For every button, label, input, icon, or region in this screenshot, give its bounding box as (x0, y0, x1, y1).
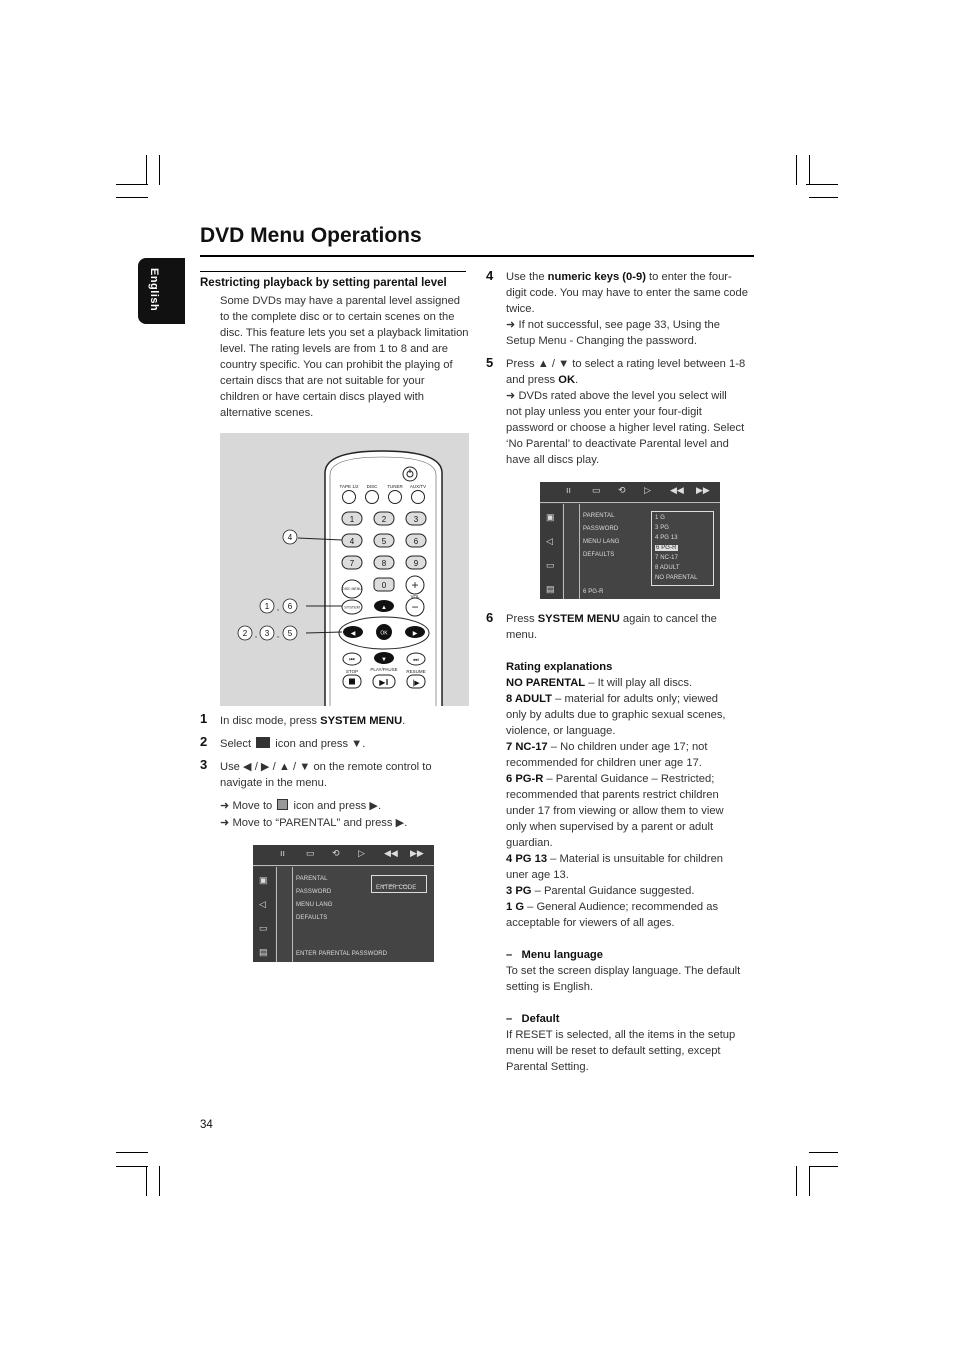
step-text-part: Press (506, 613, 538, 625)
crop-mark (146, 1166, 147, 1196)
menu-item-parental: PARENTAL (296, 876, 328, 882)
rating-option: 1 G (655, 515, 665, 521)
rating-desc: guardian. (506, 837, 553, 849)
settings-icon: ▤ (259, 947, 268, 957)
step-line: menu. (506, 629, 538, 641)
step-text-part: Select (220, 738, 255, 750)
svg-text:▶‖: ▶‖ (379, 678, 389, 687)
remote-number-key: 4 (349, 537, 355, 546)
step-line: Use ◀ / ▶ / ▲ / ▼ on the remote control to (220, 761, 432, 773)
rating-term: 1 G (506, 901, 525, 913)
rating-line (506, 691, 756, 707)
parental-rating-screen (540, 482, 720, 599)
fast-forward-icon: ▶▶ (696, 485, 710, 495)
rating-option: NO PARENTAL (655, 575, 698, 581)
page-title: DVD Menu Operations (200, 224, 422, 247)
rating-option: 4 PG 13 (655, 535, 678, 541)
intro-line: certain discs that are not suitable for your (220, 375, 425, 387)
rating-desc: – Parental Guidance suggested. (531, 885, 695, 897)
step-6-text (506, 611, 756, 643)
remote-number-key: 6 (413, 537, 419, 546)
rating-desc: – It will play all discs. (585, 677, 693, 689)
crop-mark (809, 1166, 838, 1167)
callout-5: 5 (287, 629, 293, 638)
rating-desc: – Parental Guidance – Restricted; (543, 773, 715, 785)
menu-item-defaults: DEFAULTS (583, 552, 615, 558)
step-4-text (506, 269, 756, 349)
rating-desc: – Material is unsuitable for children (547, 853, 724, 865)
step-3-text (220, 759, 432, 791)
svg-text:,: , (254, 630, 258, 639)
step-bold-term: SYSTEM MENU (537, 613, 620, 625)
step-line: not play unless you enter your four-digit (506, 406, 702, 418)
intro-line: disc. This feature lets you set a playback limitation (220, 327, 469, 339)
speech-icon: ▭ (259, 923, 268, 933)
crop-mark (116, 1152, 148, 1153)
svg-text:◀: ◀ (350, 631, 356, 637)
parental-icon: ıı (566, 485, 572, 495)
speech-icon: ▭ (546, 560, 555, 570)
step-number: 4 (486, 268, 494, 283)
play-icon: ▷ (644, 485, 651, 495)
remote-label-playpause: PLAY/PAUSE (370, 667, 398, 672)
default-heading: – Default (506, 1013, 560, 1025)
rating-option: 3 PG (655, 525, 670, 531)
crop-mark (116, 197, 148, 198)
callout-1: 1 (264, 602, 270, 611)
section-line: If RESET is selected, all the items in the setup (506, 1029, 736, 1041)
screen-side-bar (540, 504, 562, 599)
rewind-icon: ◀◀ (670, 485, 684, 495)
crop-mark (146, 155, 147, 185)
section-title: Restricting playback by setting parental level (200, 277, 447, 289)
step-line: ‘No Parental’ to deactivate Parental level and (506, 438, 729, 450)
code-placeholder: _ _ _ _ (382, 877, 408, 886)
remote-label-tuner: TUNER (387, 484, 403, 489)
remote-label-stop: STOP (345, 669, 359, 674)
step-number: 5 (486, 355, 494, 370)
rating-term: 8 ADULT (506, 693, 552, 705)
language-tab-label: English (148, 268, 160, 312)
remote-label-ok: OK (380, 630, 388, 637)
step-bold-term: numeric keys (0-9) (547, 271, 646, 283)
intro-line: to the complete disc or to certain scenes on the (220, 311, 455, 323)
step-bold-term: SYSTEM MENU (320, 715, 403, 727)
callouts (238, 530, 297, 640)
remote-number-key: 8 (381, 559, 387, 568)
rating-option: 8 ADULT (655, 565, 680, 571)
rating-desc: – No children under age 17; not (547, 741, 708, 753)
rating-desc: violence, or language. (506, 725, 616, 737)
screen-footer: 6 PG-R (583, 589, 604, 595)
menu-item-password: PASSWORD (296, 889, 332, 895)
rating-term: 3 PG (506, 885, 532, 897)
rating-option: 7 NC-17 (655, 555, 679, 561)
svg-text:⏮: ⏮ (349, 657, 355, 664)
rating-desc: only when supervised by a parent or adult (506, 821, 714, 833)
screen-footer: ENTER PARENTAL PASSWORD (296, 951, 388, 957)
rating-line (506, 915, 756, 931)
menu-item-parental: PARENTAL (583, 513, 615, 519)
rating-desc: under 17 from viewing or allow them to view (506, 805, 724, 817)
intro-line: country specific. You can prohibit the playing of (220, 359, 453, 371)
page-number: 34 (200, 1119, 213, 1131)
svg-text:|▶: |▶ (412, 680, 420, 687)
step-line: navigate in the menu. (220, 777, 327, 789)
menu-language-section (506, 947, 756, 995)
step-text-part: . (402, 715, 406, 727)
svg-text:▼: ▼ (381, 657, 387, 663)
rating-line (506, 755, 756, 771)
screen-divider (292, 867, 293, 962)
callout-6: 6 (287, 602, 293, 611)
remote-label-tape: TAPE 1/2 (339, 484, 359, 489)
settings-icon: ▤ (546, 584, 555, 594)
crop-mark (809, 155, 810, 185)
rating-line (506, 771, 756, 787)
step-text-part: and press (506, 374, 559, 386)
screen-top-bar (540, 482, 720, 503)
rating-line (506, 883, 756, 899)
rating-line (506, 675, 756, 691)
crop-mark (116, 184, 148, 185)
crop-mark (159, 1166, 160, 1196)
section-divider (200, 271, 466, 272)
angle-icon: ⟲ (618, 485, 626, 495)
svg-text:−: − (411, 600, 419, 614)
step-line: Press ▲ / ▼ to select a rating level between 1-8 (506, 358, 746, 370)
parental-icon (256, 737, 270, 748)
rating-term: 7 NC-17 (506, 741, 548, 753)
callout-4: 4 (287, 533, 293, 542)
svg-text:,: , (276, 630, 280, 639)
enter-code-box (371, 875, 427, 893)
rating-desc: – material for adults only; viewed (552, 693, 719, 705)
rating-desc: uner age 13. (506, 869, 569, 881)
note-text-part: ➜ Move to (220, 800, 276, 812)
step-line: digit code. You may have to enter the same code (506, 287, 748, 299)
step-line: Setup Menu - Changing the password. (506, 335, 697, 347)
rating-desc: only by adults due to graphic sexual scenes, (506, 709, 726, 721)
section-line: menu will be reset to default setting, except (506, 1045, 721, 1057)
step-line: ➜ If not successful, see page 33, Using the (506, 319, 720, 331)
picture-icon: ▣ (259, 875, 268, 885)
remote-label-resume: RESUME (406, 669, 426, 674)
rating-desc: – General Audience; recommended as (524, 901, 719, 913)
default-section (506, 1011, 756, 1075)
rewind-icon: ◀◀ (384, 848, 398, 858)
audio-icon: ◁ (546, 536, 553, 546)
remote-number-key: 9 (413, 559, 419, 568)
svg-text:▲: ▲ (381, 605, 387, 611)
step-text-part: In disc mode, press (220, 715, 321, 727)
step-bold-term: OK (558, 374, 576, 386)
step-number: 6 (486, 610, 494, 625)
svg-text:⏭: ⏭ (413, 657, 419, 664)
arrow-note-2: ➜ Move to “PARENTAL” and press ▶. (220, 817, 408, 829)
enter-code-label: ENTER CODE (376, 885, 417, 891)
play-icon: ▷ (358, 848, 365, 858)
section-line: To set the screen display language. The default (506, 965, 741, 977)
step-1-text (220, 713, 405, 729)
menu-item-defaults: DEFAULTS (296, 915, 328, 921)
screen-divider (276, 867, 277, 962)
remote-number-key: 2 (381, 515, 387, 524)
remote-number-key: 1 (349, 515, 355, 524)
step-text-part: . (575, 374, 579, 386)
remote-number-key: 7 (349, 559, 355, 568)
settings-page-icon (277, 799, 288, 810)
svg-text:▶: ▶ (412, 631, 418, 637)
rating-line (506, 739, 756, 755)
rating-explanations-title: Rating explanations (506, 661, 613, 673)
intro-line: level. The rating levels are from 1 to 8 and are (220, 343, 449, 355)
rating-option-selected: 6 PG-R (656, 545, 677, 551)
step-line (506, 372, 756, 388)
step-line: password or choose a higher level rating. Select (506, 422, 745, 434)
step-5-text (506, 356, 756, 468)
menu-item-menu-lang: MENU LANG (583, 539, 620, 545)
screen-side-bar (253, 867, 275, 962)
screen-divider (563, 504, 564, 599)
intro-line: Some DVDs may have a parental level assigned (220, 295, 461, 307)
fast-forward-icon: ▶▶ (410, 848, 424, 858)
angle-icon: ⟲ (332, 848, 340, 858)
remote-key-zero: 0 (381, 581, 387, 590)
rating-desc: recommended for children uner age 17. (506, 757, 702, 769)
crop-mark (809, 197, 838, 198)
crop-mark (116, 1166, 148, 1167)
rating-list-box (651, 511, 714, 586)
intro-line: alternative scenes. (220, 407, 314, 419)
parental-icon: ıı (280, 848, 286, 858)
rating-desc: acceptable for viewers of all ages. (506, 917, 675, 929)
step-number: 3 (200, 757, 208, 772)
title-divider (200, 255, 754, 257)
remote-control-drawing (220, 433, 469, 706)
intro-paragraph (220, 293, 470, 421)
crop-mark (806, 184, 838, 185)
crop-mark (159, 155, 160, 185)
rating-line (506, 707, 756, 723)
rating-term: NO PARENTAL (506, 677, 586, 689)
remote-label-system: SYSTEM (344, 605, 360, 610)
rating-term: 4 PG 13 (506, 853, 548, 865)
step-text-part: to enter the four- (645, 271, 732, 283)
step-number: 1 (200, 711, 208, 726)
rating-desc: recommended that parents restrict children (506, 789, 719, 801)
remote-number-key: 5 (381, 537, 387, 546)
step-text-part: again to cancel the (619, 613, 717, 625)
rating-line (506, 851, 756, 867)
section-line: setting is English. (506, 981, 594, 993)
step-line: have all discs play. (506, 454, 600, 466)
callout-3: 3 (264, 629, 270, 638)
step-line (506, 611, 756, 627)
rating-explanations (506, 659, 756, 931)
svg-text:+: + (411, 578, 419, 592)
rating-line (506, 819, 756, 835)
subtitle-icon: ▭ (306, 848, 315, 858)
menu-language-heading: – Menu language (506, 949, 603, 961)
language-tab (138, 258, 185, 324)
note-text-part: icon and press ▶. (290, 800, 382, 812)
rating-line (506, 787, 756, 803)
step-number: 2 (200, 734, 208, 749)
step-line (506, 269, 756, 285)
section-line: Parental Setting. (506, 1061, 589, 1073)
menu-item-menu-lang: MENU LANG (296, 902, 333, 908)
remote-label-vol: VOL (410, 594, 420, 599)
subtitle-icon: ▭ (592, 485, 601, 495)
number-keys (342, 512, 426, 569)
step-text-part: Use the (506, 271, 548, 283)
crop-mark (796, 1166, 797, 1196)
rating-line (506, 835, 756, 851)
svg-text:,: , (276, 603, 280, 612)
intro-line: children or have certain discs played with (220, 391, 424, 403)
audio-icon: ◁ (259, 899, 266, 909)
menu-item-password: PASSWORD (583, 526, 619, 532)
remote-label-disc-menu: DISC MENU (342, 587, 362, 591)
remote-label-aux: AUX/TV (409, 484, 427, 489)
picture-icon: ▣ (546, 512, 555, 522)
step-line: ➜ DVDs rated above the level you select will (506, 390, 727, 402)
crop-mark (796, 155, 797, 185)
remote-illustration (220, 433, 469, 706)
callout-2: 2 (242, 629, 248, 638)
step-text-part: icon and press ▼. (272, 738, 366, 750)
remote-label-disc: DISC (366, 484, 378, 489)
rating-term: 6 PG-R (506, 773, 544, 785)
parental-password-screen (253, 845, 434, 962)
crop-mark (809, 1166, 810, 1196)
rating-line (506, 867, 756, 883)
remote-number-key: 3 (413, 515, 419, 524)
screen-divider (579, 504, 580, 599)
rating-line (506, 899, 756, 915)
screen-top-bar (253, 845, 434, 866)
rating-line (506, 723, 756, 739)
step-line: twice. (506, 303, 535, 315)
arrow-note-1 (220, 798, 381, 814)
step-2-text (220, 736, 365, 752)
rating-line (506, 803, 756, 819)
crop-mark (809, 1152, 838, 1153)
